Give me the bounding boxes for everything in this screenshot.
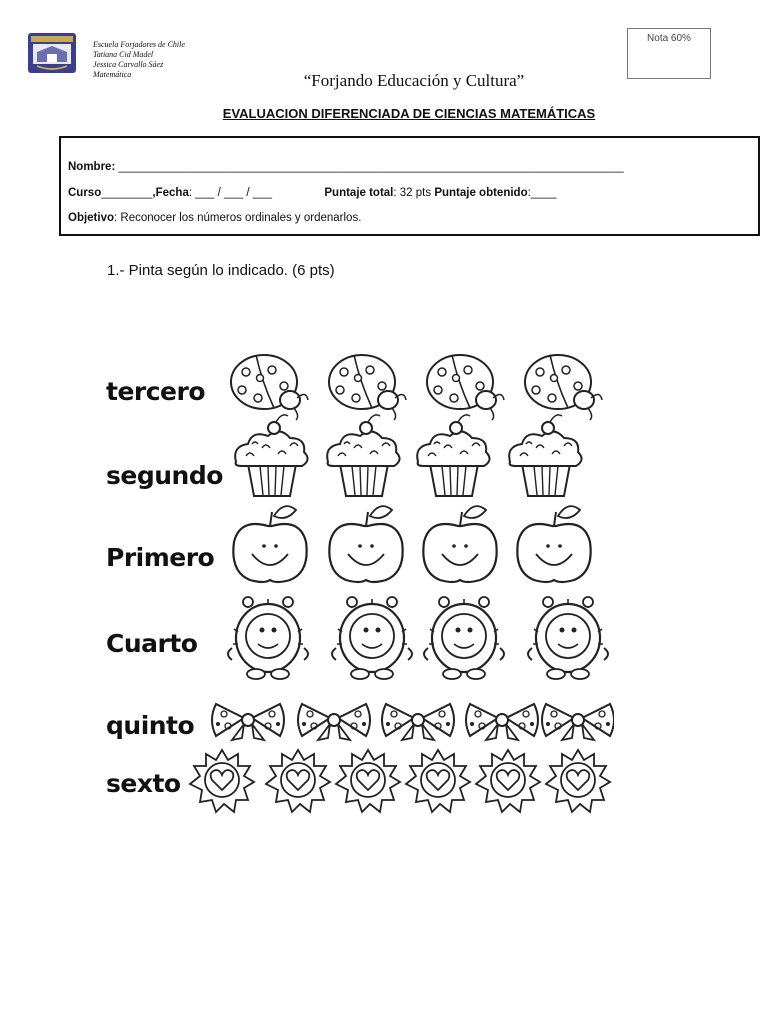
ladybug-icon[interactable] [525,355,602,420]
question-1: 1.- Pinta según lo indicado. (6 pts) [107,262,335,279]
cupcake-icon[interactable] [509,415,581,496]
row-label-quinto: quinto [106,711,195,740]
sun-heart-icon[interactable] [336,750,400,812]
row-label-cuarto: Cuarto [106,629,198,658]
monster-icon[interactable] [228,597,308,679]
school-motto: “Forjando Educación y Cultura” [303,71,525,90]
school-logo-icon [27,32,77,74]
monster-icon[interactable] [424,597,504,679]
bow-icon[interactable] [542,704,614,740]
bow-icon[interactable] [212,704,284,740]
sun-heart-icon[interactable] [406,750,470,812]
monster-icon[interactable] [528,597,608,679]
sun-heart-icon[interactable] [190,750,254,812]
bow-icon[interactable] [466,704,538,740]
row-label-primero: Primero [106,543,215,572]
subject-name: Matemática [93,70,132,79]
cupcake-icon[interactable] [417,415,489,496]
ordinal-coloring-worksheet [104,340,614,820]
sun-heart-icon[interactable] [476,750,540,812]
apple-icon[interactable] [423,506,496,582]
obtained-score-blank[interactable]: :____ [527,187,557,199]
name-label: Nombre: [68,161,116,173]
row-label-tercero: tercero [106,377,206,406]
sun-heart-icon[interactable] [546,750,610,812]
fecha-blank[interactable]: : ___ / ___ / ___ [188,187,272,199]
cupcake-icon[interactable] [235,415,307,496]
ladybug-icon[interactable] [427,355,504,420]
cupcake-icon[interactable] [327,415,399,496]
apple-icon[interactable] [517,506,590,582]
name-line[interactable] [68,161,624,173]
objective-text: : Reconocer los números ordinales y ordenarlos. [114,212,362,224]
bow-icon[interactable] [298,704,370,740]
grade-box: Nota 60% [627,28,711,79]
teacher-name-1: Tatiana Cid Madel [93,50,154,59]
ladybug-icon[interactable] [329,355,406,420]
course-date-line [68,187,556,199]
school-name: Escuela Forjadores de Chile [93,40,185,49]
row-label-segundo: segundo [106,461,223,490]
teacher-name-2: Jessica Carvallo Sáez [93,60,164,69]
objective-label: Objetivo [68,212,115,224]
row-label-sexto: sexto [106,769,181,798]
student-info-box [59,136,760,236]
page-title: EVALUACION DIFERENCIADA DE CIENCIAS MATEMÁTICAS [222,106,596,121]
monster-icon[interactable] [332,597,412,679]
ladybug-icon[interactable] [231,355,308,420]
apple-icon[interactable] [233,506,306,582]
apple-icon[interactable] [329,506,402,582]
bow-icon[interactable] [382,704,454,740]
sun-heart-icon[interactable] [266,750,330,812]
name-blank[interactable]: _______________________________________________________________________________ [115,161,624,173]
objective-line [68,212,361,224]
total-score-label: Puntaje total [324,187,394,199]
curso-blank[interactable]: ________ [101,187,153,199]
fecha-label: ,Fecha [152,187,189,199]
curso-label: Curso [68,187,102,199]
obtained-score-label: Puntaje obtenido [434,187,528,199]
total-score-value: : 32 pts [393,187,435,199]
